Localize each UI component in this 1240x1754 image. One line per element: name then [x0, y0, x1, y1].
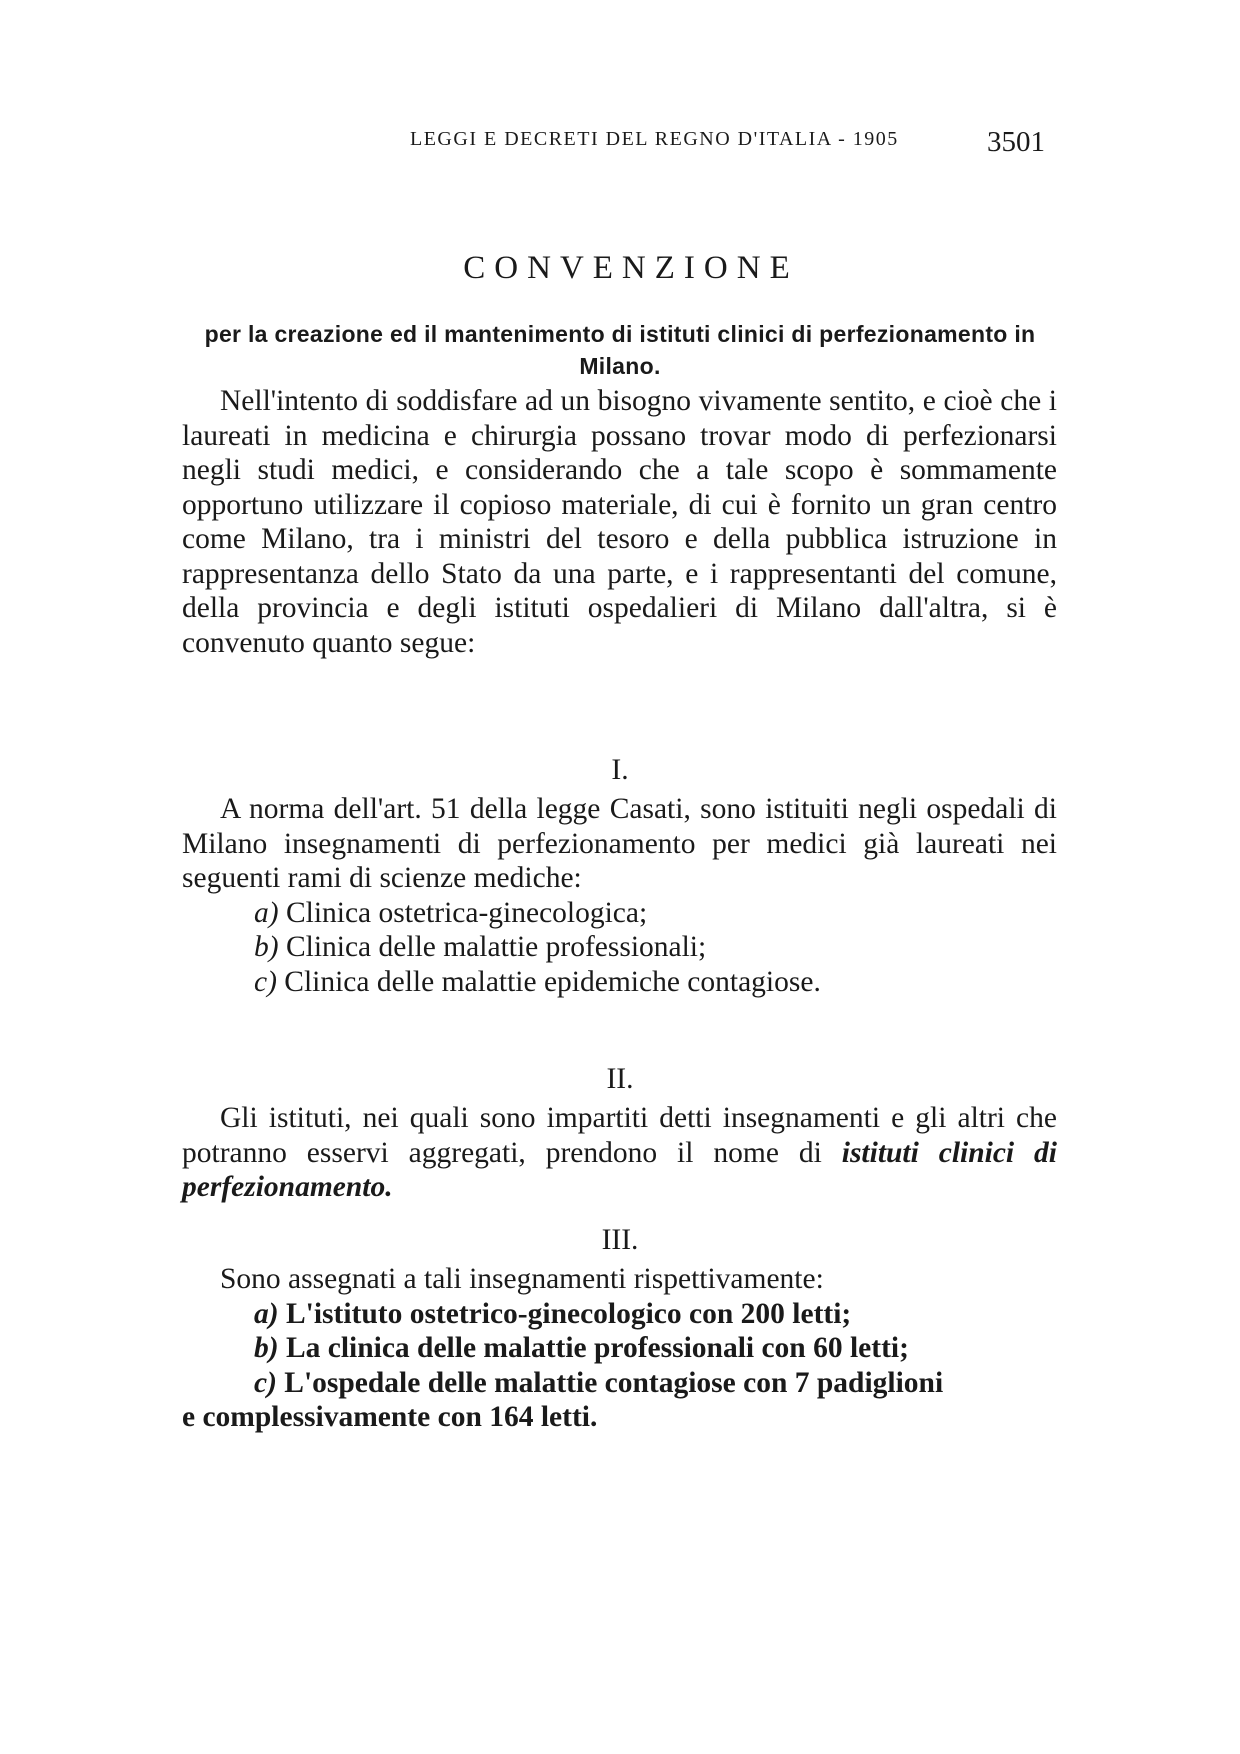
- section-1-block: [182, 792, 1057, 999]
- section-3-continuation: e complessivamente con 164 letti.: [182, 1401, 598, 1433]
- section-number-1: I.: [611, 754, 629, 786]
- document-subtitle: per la creazione ed il mantenimento di istituti clinici di perfezionamento in Milano.: [204, 321, 1036, 379]
- item-marker: c): [254, 965, 277, 998]
- page-number: 3501: [987, 126, 1045, 158]
- section-number-2: II.: [606, 1063, 634, 1095]
- section-3-paragraph: Sono assegnati a tali insegnamenti rispettivamente:: [220, 1263, 824, 1295]
- item-marker: b): [254, 931, 279, 963]
- section-1-paragraph: A norma dell'art. 51 della legge Casati, sono istituiti negli ospedali di Milano insegnamenti di perfezionamento per medici già laureati nei seguenti rami di scienze mediche:: [182, 793, 1057, 894]
- section-number-3: III.: [601, 1224, 639, 1256]
- section-3-item-b: [182, 1331, 1057, 1366]
- item-text: Clinica delle malattie epidemiche contagiose.: [284, 965, 821, 998]
- section-2-text: Gli istituti, nei quali sono impartiti detti insegnamenti e gli altri che potranno esservi aggregati, prendono il nome di: [182, 1102, 1057, 1169]
- section-2-term: istituti clinici di perfezionamento.: [182, 1136, 1058, 1203]
- preamble-block: [182, 384, 1057, 660]
- section-2-paragraph: [182, 1101, 1057, 1205]
- item-text: L'ospedale delle malattie contagiose con 7 padiglioni: [284, 1366, 944, 1399]
- section-1-item-b: [182, 930, 1057, 965]
- section-3-item-a: [182, 1297, 1057, 1332]
- section-3-item-c: [182, 1366, 1057, 1401]
- section-1-item-a: [182, 896, 1057, 931]
- document-title: CONVENZIONE: [463, 250, 799, 286]
- item-text: La clinica delle malattie professionali con 60 letti;: [285, 1332, 909, 1364]
- item-marker: c): [254, 1366, 277, 1399]
- item-text: Clinica ostetrica-ginecologica;: [285, 896, 648, 929]
- section-1-item-c: [182, 965, 1057, 1000]
- running-head-title: LEGGI E DECRETI DEL REGNO D'ITALIA - 1905: [410, 128, 899, 150]
- running-head: [0, 126, 1240, 166]
- section-3-block: [182, 1262, 1057, 1435]
- preamble-paragraph: Nell'intento di soddisfare ad un bisogno vivamente sentito, e cioè che i laureati in medicina e chirurgia possano trovar modo di perfezionarsi negli studi medici, e considerando che a tale scopo è sommamente opportuno utilizzare il copioso materiale, di cui è fornito un gran centro come Milano, tra i ministri del tesoro e della pubblica istruzione in rappresentanza dello Stato da una parte, e i rappresentanti del comune, della provincia e degli istituti ospedalieri di Milano dall'altra, si è convenuto quanto segue:: [182, 385, 1057, 659]
- item-text: Clinica delle malattie professionali;: [285, 931, 707, 963]
- item-marker: a): [254, 896, 279, 929]
- item-marker: b): [254, 1332, 279, 1364]
- section-2-block: [182, 1101, 1057, 1205]
- item-text: L'istituto ostetrico-ginecologico con 200 letti;: [285, 1297, 852, 1330]
- item-marker: a): [254, 1297, 279, 1330]
